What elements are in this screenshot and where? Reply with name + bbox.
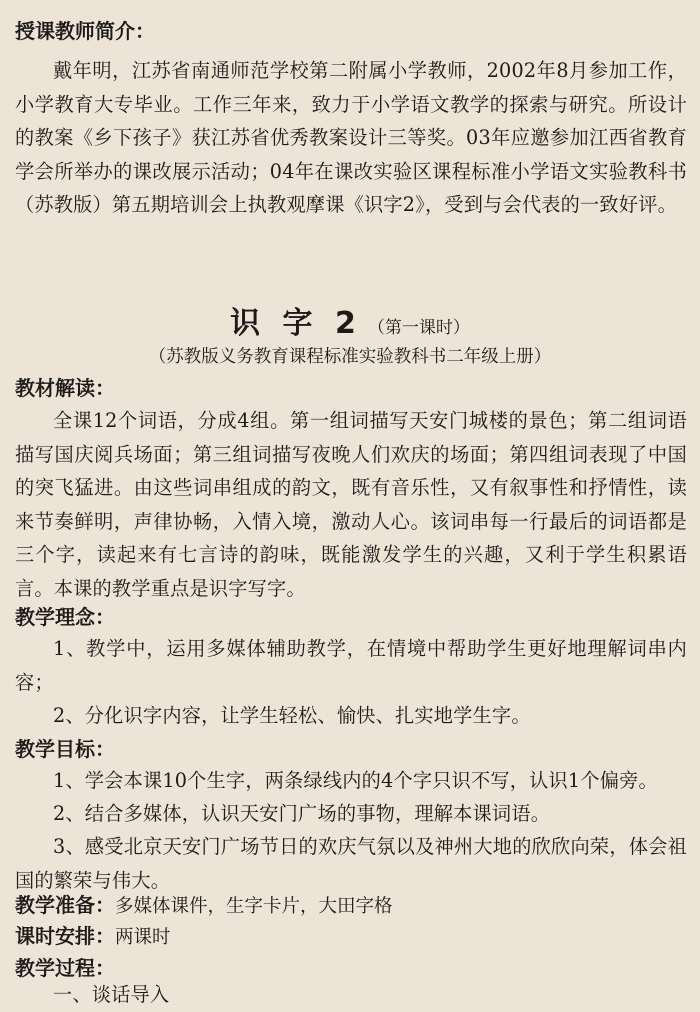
schedule-heading: 课时安排： [15, 924, 115, 948]
teacher-bio: 戴年明，江苏省南通师范学校第二附属小学教师，2002年8月参加工作，小学教育大专毕业。工作三年来，致力于小学语文教学的探索与研究。所设计的教案《乡下孩子》获江苏省优秀教案设计三等奖。03年应邀参加江西省教育学会所举办的课改展示活动；04年在课改实验区课程标准小学语文实验教科书（苏教版）第五期培训会上执教观摩课《识字2》，受到与会代表的一致好评。 [15, 59, 687, 216]
lesson-subtitle: （苏教版义务教育课程标准实验教科书二年级上册） [148, 347, 552, 367]
preparation-heading: 教学准备： [15, 893, 115, 917]
lesson-session: （第一课时） [367, 318, 470, 338]
analysis-body: 全课12个词语，分成4组。第一组词描写天安门城楼的景色；第二组词语描写国庆阅兵场面；第三组词描写夜晚人们欢庆的场面；第四组词表现了中国的突飞猛进。由这些词串组成的韵文，既有音乐性，又有叙事性和抒情性，读来节奏鲜明，声律协畅，入情入境，激动人心。该词串每一行最后的词语都是三个字，读起来有七言诗的韵味，既能激发学生的兴趣，又利于学生积累语言。本课的教学重点是识字写字。 [15, 409, 687, 600]
teacher-heading: 授课教师简介： [15, 19, 155, 43]
analysis-heading: 教材解读： [15, 376, 115, 400]
preparation-text: 多媒体课件，生字卡片，大田字格 [115, 896, 393, 917]
preparation-row [15, 892, 393, 920]
lesson-title-main: 识 字 2 [230, 306, 362, 341]
process-heading: 教学过程： [15, 956, 115, 980]
schedule-row [15, 923, 171, 951]
schedule-text: 两课时 [115, 927, 171, 948]
goals-item-2: 2、结合多媒体，认识天安门广场的事物，理解本课词语。 [53, 802, 551, 825]
goals-item-1: 1、学会本课10个生字，两条绿线内的4个字只识不写，认识1个偏旁。 [53, 769, 658, 792]
philosophy-item-2: 2、分化识字内容，让学生轻松、愉快、扎实地学生字。 [53, 704, 531, 727]
goals-heading: 教学目标： [15, 737, 115, 761]
process-first-step: 一、谈话导入 [53, 983, 170, 1006]
lesson-title [0, 298, 700, 342]
philosophy-item-1: 1、教学中，运用多媒体辅助教学，在情境中帮助学生更好地理解词串内容； [15, 637, 687, 694]
goals-item-3: 3、感受北京天安门广场节日的欢庆气氛以及神州大地的欣欣向荣，体会祖国的繁荣与伟大。 [15, 835, 687, 892]
philosophy-heading: 教学理念： [15, 605, 115, 629]
